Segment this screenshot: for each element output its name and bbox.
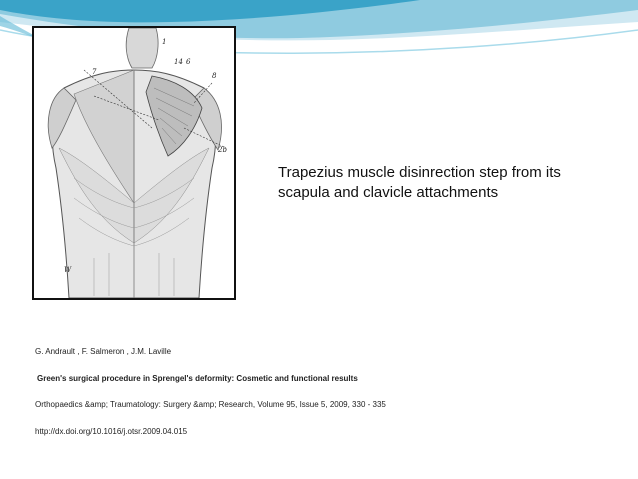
anatomy-figure — [32, 26, 236, 300]
figure-label: 8 — [212, 72, 217, 80]
figure-label: 14 — [174, 58, 183, 66]
figure-label: 2b — [218, 146, 227, 154]
figure-caption: Trapezius muscle disinrection step from its scapula and clavicle attachments — [278, 164, 561, 201]
reference-title: Green's surgical procedure in Sprengel's deformity: Cosmetic and functional results — [37, 374, 358, 383]
neck — [126, 28, 158, 68]
reference-journal: Orthopaedics &amp; Traumatology: Surgery &amp; Research, Volume 95, Issue 5, 2009, 330 - 335 — [35, 400, 386, 409]
figure-label: 6 — [186, 58, 191, 66]
reference-doi-link[interactable]: http://dx.doi.org/10.1016/j.otsr.2009.04.015 — [35, 427, 188, 436]
reference-authors: G. Andrault , F. Salmeron , J.M. Laville — [35, 347, 172, 356]
figure-label: W — [64, 266, 72, 274]
figure-label: 1 — [162, 38, 167, 46]
figure-label: 7 — [92, 68, 97, 76]
back-muscles-illustration — [34, 28, 234, 298]
